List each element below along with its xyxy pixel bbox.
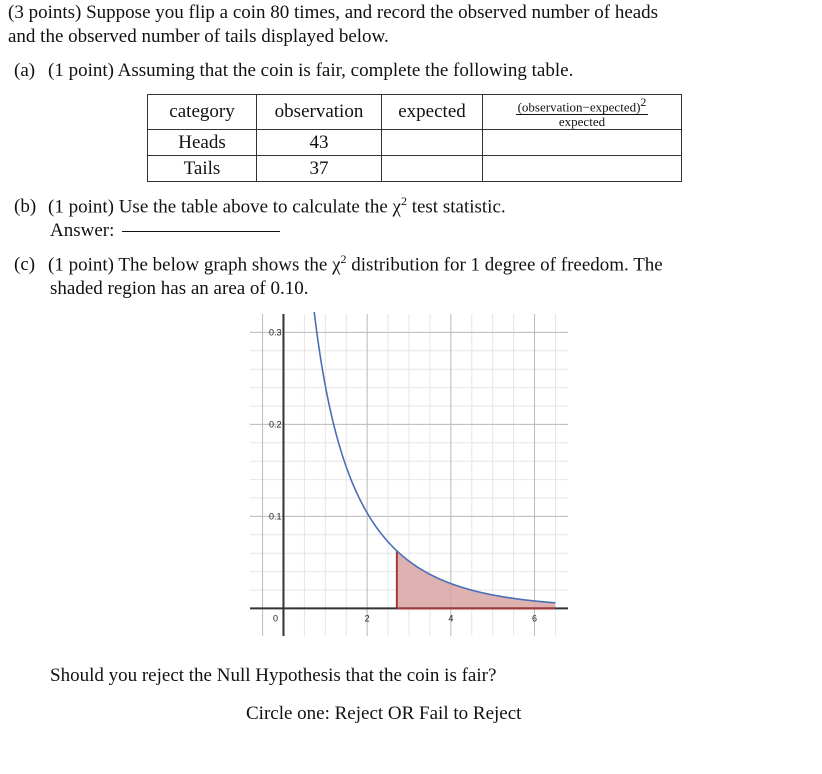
formula-denominator: expected [558, 114, 606, 130]
part-a-label: (a) [14, 60, 36, 81]
y-tick-label: 0.1 [268, 511, 282, 522]
header-category: category [148, 95, 257, 130]
answer-blank[interactable] [122, 231, 280, 232]
header-expected: expected [382, 95, 483, 130]
chi-square-table [147, 94, 682, 182]
part-c-sup: 2 [340, 252, 347, 266]
row-heads-observation: 43 [257, 130, 382, 156]
answer-label: Answer: [50, 220, 115, 241]
part-b-text-pre: (1 point) Use the table above to calculate the χ [48, 196, 401, 218]
row-heads-category: Heads [148, 130, 257, 156]
x-tick-label: 4 [448, 613, 454, 624]
formula-fraction [516, 95, 649, 129]
chi-square-chart [248, 312, 572, 646]
formula-numerator [516, 95, 649, 115]
x-tick-label: 0 [272, 613, 278, 624]
part-b-label: (b) [14, 196, 37, 218]
formula-exponent: 2 [640, 95, 647, 109]
table-row [148, 156, 682, 182]
part-b-text-post: test statistic. [406, 196, 506, 218]
part-c-line-2: shaded region has an area of 0.10. [50, 278, 309, 299]
row-tails-observation: 37 [257, 156, 382, 182]
row-tails-contribution[interactable] [483, 156, 682, 182]
y-tick-label: 0.3 [268, 327, 282, 338]
row-tails-expected[interactable] [382, 156, 483, 182]
row-heads-expected[interactable] [382, 130, 483, 156]
problem-intro-line-1: (3 points) Suppose you flip a coin 80 times, and record the observed number of heads [8, 2, 659, 23]
x-tick-label: 6 [532, 613, 538, 624]
part-a [14, 60, 573, 82]
formula-numerator-text: (observation−expected) [517, 99, 641, 115]
part-c-text-pre: (1 point) The below graph shows the χ [48, 254, 341, 276]
x-tick-label: 2 [364, 613, 370, 624]
reject-question: Should you reject the Null Hypothesis that the coin is fair? [50, 665, 497, 686]
header-contribution-formula [483, 95, 682, 130]
part-c-text-post: distribution for 1 degree of freedom. The [346, 254, 663, 276]
part-a-text: (1 point) Assuming that the coin is fair, complete the following table. [48, 60, 574, 81]
header-observation: observation [257, 95, 382, 130]
part-c [14, 252, 663, 276]
table-header-row [148, 95, 682, 130]
part-b-sup: 2 [400, 194, 407, 208]
chi-square-curve [314, 312, 555, 603]
answer-row [50, 220, 280, 242]
shaded-region [397, 551, 556, 609]
row-tails-category: Tails [148, 156, 257, 182]
y-tick-label: 0.2 [268, 419, 282, 430]
problem-intro-line-2: and the observed number of tails displayed below. [8, 26, 389, 47]
part-c-label: (c) [14, 254, 36, 276]
table-row [148, 130, 682, 156]
row-heads-contribution[interactable] [483, 130, 682, 156]
part-b [14, 194, 506, 218]
circle-one-choice[interactable]: Circle one: Reject OR Fail to Reject [246, 703, 522, 724]
